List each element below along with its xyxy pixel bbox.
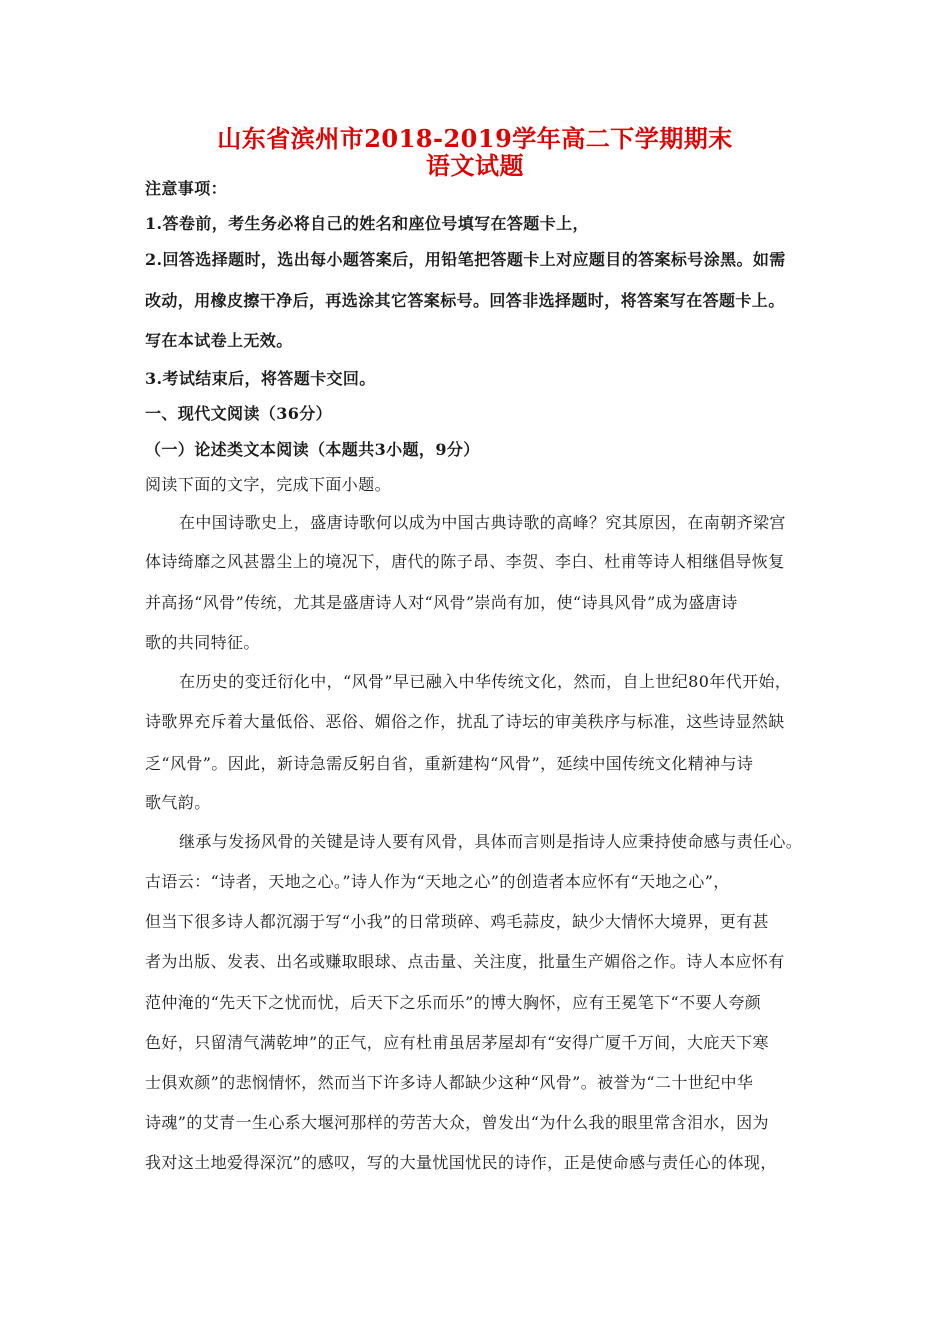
- paragraph-1-line: 歌的共同特征。: [145, 633, 260, 652]
- notice-item-3: 3.考试结束后，将答题卡交回。: [145, 369, 376, 388]
- paragraph-2-line: 诗歌界充斥着大量低俗、恶俗、媚俗之作，扰乱了诗坛的审美秩序与标准，这些诗显然缺: [145, 712, 785, 731]
- paragraph-3-line: 士俱欢颜”的悲悯情怀，然而当下许多诗人都缺少这种“风骨”。被誉为“二十世纪中华: [145, 1073, 754, 1092]
- paragraph-3-line: 者为出版、发表、出名或赚取眼球、点击量、关注度，批量生产媚俗之作。诗人本应怀有: [145, 952, 785, 971]
- paragraph-2-line: 乏“风骨”。因此，新诗急需反躬自省，重新建构“风骨”，延续中国传统文化精神与诗: [145, 754, 754, 773]
- notice-item-2-line-2: 改动，用橡皮擦干净后，再选涂其它答案标号。回答非选择题时，将答案写在答题卡上。: [145, 291, 785, 310]
- paragraph-1-line: 并高扬“风骨”传统，尤其是盛唐诗人对“风骨”崇尚有加，使“诗具风骨”成为盛唐诗: [145, 593, 738, 612]
- notice-item-2-line-3: 写在本试卷上无效。: [145, 331, 293, 350]
- reading-instruction: 阅读下面的文字，完成下面小题。: [145, 475, 392, 494]
- paragraph-3-line: 色好，只留清气满乾坤”的正气，应有杜甫虽居茅屋却有“安得广厦千万间，大庇天下寒: [145, 1033, 769, 1052]
- notice-item-2-line-1: 2.回答选择题时，选出每小题答案后，用铅笔把答题卡上对应题目的答案标号涂黑。如需: [145, 250, 786, 269]
- paragraph-3-line: 我对这土地爱得深沉”的感叹，写的大量忧国忧民的诗作，正是使命感与责任心的体现，: [145, 1153, 777, 1172]
- paragraph-2-line: 歌气韵。: [145, 793, 211, 812]
- notice-item-1: 1.答卷前，考生务必将自己的姓名和座位号填写在答题卡上，: [145, 214, 589, 233]
- subsection-heading: （一）论述类文本阅读（本题共3小题，9分）: [145, 440, 480, 459]
- paragraph-1-line: 在中国诗歌史上，盛唐诗歌何以成为中国古典诗歌的高峰？究其原因，在南朝齐梁宫: [179, 513, 786, 532]
- paragraph-3-line: 古语云：“诗者，天地之心。”诗人作为“天地之心”的创造者本应怀有“天地之心”，: [145, 872, 730, 891]
- section-heading: 一、现代文阅读（36分）: [145, 404, 333, 423]
- paragraph-1-line: 体诗绮靡之风甚嚣尘上的境况下，唐代的陈子昂、李贺、李白、杜甫等诗人相继倡导恢复: [145, 552, 785, 571]
- paragraph-2-line: 在历史的变迁衍化中，“风骨”早已融入中华传统文化，然而，自上世纪80年代开始，: [179, 672, 792, 691]
- document-subtitle: 语文试题: [426, 151, 524, 180]
- paragraph-3-line: 继承与发扬风骨的关键是诗人要有风骨，具体而言则是指诗人应秉持使命感与责任心。: [179, 832, 803, 851]
- paragraph-3-line: 范仲淹的“先天下之忧而忧，后天下之乐而乐”的博大胸怀，应有王冕笔下“不要人夸颜: [145, 993, 762, 1012]
- paragraph-3-line: 诗魂”的艾青一生心系大堰河那样的劳苦大众，曾发出“为什么我的眼里常含泪水，因为: [145, 1113, 769, 1132]
- paragraph-3-line: 但当下很多诗人都沉溺于写“小我”的日常琐碎、鸡毛蒜皮，缺少大情怀大境界，更有甚: [145, 912, 769, 931]
- notice-heading: 注意事项：: [145, 179, 228, 198]
- document-title: 山东省滨州市2018-2019学年高二下学期期末: [217, 124, 733, 153]
